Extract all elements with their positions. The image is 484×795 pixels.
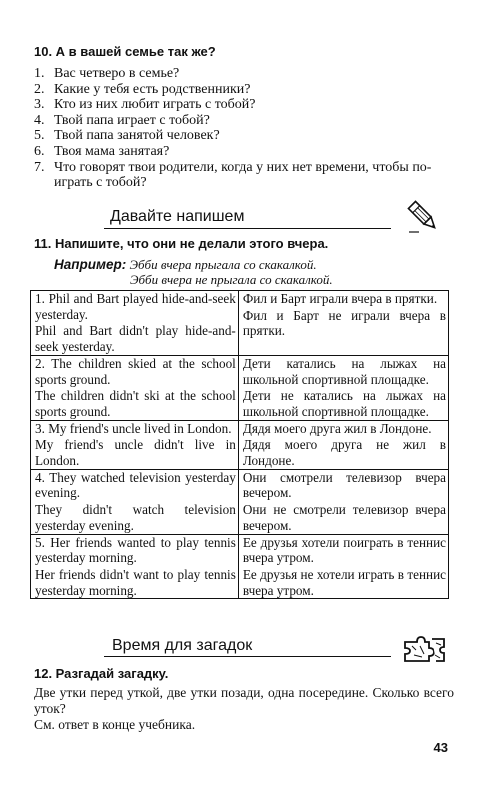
- section-title-riddles: Время для загадок: [112, 637, 253, 654]
- example-label: Например:: [54, 257, 127, 272]
- table-row: [31, 355, 449, 420]
- english-cell: 2. The children skied at the school sports ground. The children didn't ski at the school sports ground.: [31, 355, 239, 420]
- pencil-icon: [405, 198, 443, 236]
- list-item: 1. Вас четверо в семье?: [34, 66, 180, 81]
- task-11-title: 11. Напишите, что они не делали этого вчера.: [34, 236, 329, 251]
- russian-cell: Ее друзья хотели поиграть в теннис вчера утром. Ее друзья не хотели играть в теннис вчера утром.: [238, 534, 448, 599]
- page-number: 43: [433, 740, 448, 755]
- table-row: [31, 420, 449, 469]
- english-cell: 1. Phil and Bart played hide-and-seek yesterday. Phil and Bart didn't play hide-and-seek yesterday.: [31, 291, 239, 356]
- riddle: [34, 685, 454, 733]
- example-line: Эбби вчера не прыгала со скакалкой.: [130, 272, 333, 287]
- task-10-title: 10. А в вашей семье так же?: [34, 44, 216, 59]
- riddle-text: Две утки перед уткой, две утки позади, одна посередине. Сколько всего уток?: [34, 685, 454, 716]
- example-line: Эбби вчера прыгала со скакалкой.: [129, 257, 317, 272]
- question-list: [34, 66, 464, 191]
- list-item: 3. Кто из них любит играть с тобой?: [34, 97, 256, 113]
- list-item: 7. Что говорят твои родители, когда у них нет времени, чтобы по-: [34, 159, 432, 175]
- list-item: 2. Какие у тебя есть родственники?: [34, 81, 251, 97]
- list-item: 4. Твой папа играет с тобой?: [34, 112, 210, 128]
- english-cell: 3. My friend's uncle lived in London. My friend's uncle didn't live in London.: [31, 420, 239, 469]
- answer-note: См. ответ в конце учебника.: [34, 717, 196, 732]
- english-cell: 4. They watched television yesterday evening. They didn't watch television yesterday evening.: [31, 469, 239, 534]
- russian-cell: Дядя моего друга жил в Лондоне. Дядя моего друга не жил в Лондоне.: [238, 420, 448, 469]
- puzzle-icon: [402, 634, 448, 666]
- table-row: [31, 291, 449, 356]
- russian-cell: Они смотрели телевизор вчера вечером. Они не смотрели телевизор вчера вечером.: [238, 469, 448, 534]
- list-item-continuation: играть с тобой?: [54, 175, 147, 191]
- list-item: 5. Твой папа занятой человек?: [34, 128, 220, 144]
- task-12-title: 12. Разгадай загадку.: [34, 666, 169, 681]
- section-rule: [104, 656, 391, 657]
- table-row: [31, 469, 449, 534]
- section-rule: [104, 228, 391, 229]
- example: [54, 257, 333, 287]
- english-cell: 5. Her friends wanted to play tennis yesterday morning. Her friends didn't want to play tennis yesterday morning.: [31, 534, 239, 599]
- list-item: 6. Твоя мама занятая?: [34, 143, 170, 159]
- exercise-table: [30, 290, 449, 599]
- russian-cell: Дети катались на лыжах на школьной спортивной площадке. Дети не катались на лыжах на школьной спортивной площадке.: [238, 355, 448, 420]
- russian-cell: Фил и Барт играли вчера в прятки. Фил и Барт не играли вчера в прятки.: [238, 291, 448, 356]
- table-row: [31, 534, 449, 599]
- section-title-write: Давайте напишем: [110, 208, 245, 225]
